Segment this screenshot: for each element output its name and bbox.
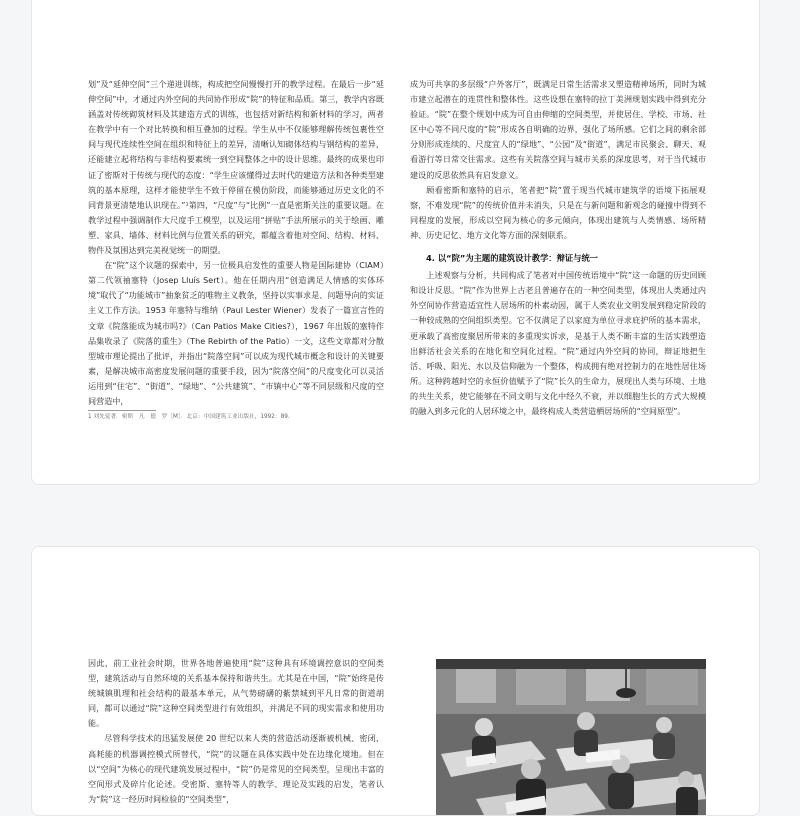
paragraph: 尽管科学技术的迅猛发展使 20 世纪以来人类的营造活动逐渐被机械、密闭、高耗能的机器调控模式所替代，“院”的议题在具体实践中处在边缘化境地。但在以“空间”为核心的现代建筑发展过程中，“院”仍是常见的空间类型，呈现出丰富的空间形式及碎片化论述。受密斯、塞特等人的教学、理论及实践的启发，笔者认为“院”这一经历时间检验的“空间类型”， <box>88 733 384 804</box>
left-text-column <box>88 77 384 409</box>
right-text-column <box>410 77 706 419</box>
paragraph: 划”及“延伸空间”三个递进训练，构成把空间慢慢打开的教学过程。在最后一步“延伸空间”中，才通过内外空间的共同协作形成“院”的特征和品质。第三，教学内容既涵盖对传统砌筑材料及其建造方式的训练，也包括对新结构和新材料的学习，两者在教学中有一个对比转换和相互叠加的过程。学生从中不仅能够理解传统包裹性空间与现代连续性空间在组织和特征上的差异，清晰认知砌体结构与钢结构的差异，还能建立起将结构与非结构要素统一到空间整体之中的设计思维。最终的成果也印证了密斯对于传统与现代的态度：“学生应该懂得过去时代的建造方法和各种类型建筑的基本原理，这样才能使学生不致于停留在模仿阶段，而能够通过历史文化的不同背景更清楚地认识现在。”¹第四，“尺度”与“比例”一直是密斯关注的重要议题。在教学过程中强调制作大尺度手工模型，以及运用“拼贴”手法所展示的关于绘画、雕塑、家具、墙体、材料比例与位置关系的研究，都蕴含着他对空间、结构、材料、物件及氛围达到完美视觉统一的期望。 <box>88 79 384 256</box>
footnote: 1 刘先觉著．密斯 凡 德 罗［M］．北京：中国建筑工业出版社，1992：89. <box>88 414 290 420</box>
section-heading: 4. 以“院”为主题的建筑设计教学：辩证与统一 <box>426 253 599 264</box>
document-page-2 <box>31 546 760 816</box>
paragraph: 在“院”这个议题的探索中，另一位极具启发性的重要人物是国际建协（CIAM）第二代领袖塞特（Josep Lluís Sert）。他在任期内用“创造满足人情感的实体环境”取代了“功能城市”抽象贫乏的唯物主义教条，坚持以实事求是、问题导向的实证主义工作方法。1953 年塞特与维纳（Paul Lester Wiener）发表了一篇宣言性的文章《院落能成为城市吗?》（Can Patios Make Cities?），1967 年出版的塞特作品集收录了《院落的重生》（The Rebirth of the Patio）一文，这些文章都对分散型城市理论提出了批评，并指出“院落空间”可以成为现代城市概念和设计的关键要素，是解决城市高密度发展问题的重要手段，因为“院落空间”的尺度变化可以灵活运用到“住宅”、“街道”、“绿地”、“公共建筑”、“市镇中心”等不同层级和尺度的空间营造中， <box>88 260 384 406</box>
paragraph: 上述观察与分析，共同构成了笔者对中国传统语境中“院”这一命题的历史回顾和设计反思。“院”作为世界上古老且普遍存在的一种空间类型，体现出人类通过内外空间协作营造适宜性人居场所的朴素动因，属于人类农业文明发展到稳定阶段的一种较成熟的空间组织类型。它不仅满足了以家庭为单位寻求庇护所的基本需求，更承载了高密度聚居所带来的多重现实诉求，是基于人类不断丰富的生活实践塑造出鲜活社会关系的在地化和空间化过程。“院”通过内外空间的协同，辩证地把生活、呼吸、阳光、水以及信仰融为一个整体，构成拥有绝对控制力的在地性居住场所。这种跨越时空的永恒价值赋予了“院”长久的生命力，展现出人类与环境、土地的共生关系，使它能够在不同文明与文化中经久不衰，并以细胞生长的方式大规模的融入到多元化的人居环境之中，最终构成人类营造栖居场所的“空间原型”。 <box>410 270 706 416</box>
paragraph: 因此，前工业社会时期，世界各地普遍使用“院”这种具有环境调控意识的空间类型，建筑活动与自然环境的关系基本保持和谐共生。尤其是在中国，“院”始终是传统城镇肌理和社会结构的最基本单元，从气势磅礴的紫禁城到平凡日常的街道胡同，都可以通过“院”这种空间类型进行有效组织，并满足不同的现实需求和使用功能。 <box>88 658 384 729</box>
footnote-divider <box>88 410 156 411</box>
paragraph: 顾看密斯和塞特的启示，笔者把“院”置于现当代城市建筑学的语境下拓展观察，不难发现“院”的传统价值并未消失，只是在与新问题和新观念的碰撞中得到不同程度的发展，形成以空间为核心的多元倾向，体现出建筑与人类情感、场所精神、历史记忆、地方文化等方面的深刻联系。 <box>410 184 706 240</box>
studio-photo-illustration <box>436 659 706 816</box>
left-text-column <box>88 656 384 807</box>
studio-photograph <box>436 659 706 816</box>
paragraph: 成为可共享的多层级“户外客厅”，既满足日常生活需求又塑造精神场所，同时为城市建立起潜在的连贯性和整体性。这些设想在塞特的拉丁美洲规划实践中得到充分验证。“院”在整个规划中成为可自由伸缩的空间类型，并使居住、学校、市场、社区中心等不同尺度的“院”形成各自明确的边界，强化了场所感。它们之间的剩余部分则形成连续的、尺度宜人的“绿地”、“公园”及“街道”，满足市民聚会、聊天、观看游行等日常交往需求。这些有关院落空间与城市关系的深度思考，对于当代城市建设的反思依然具有启发意义。 <box>410 79 706 180</box>
document-page-1 <box>31 0 760 485</box>
